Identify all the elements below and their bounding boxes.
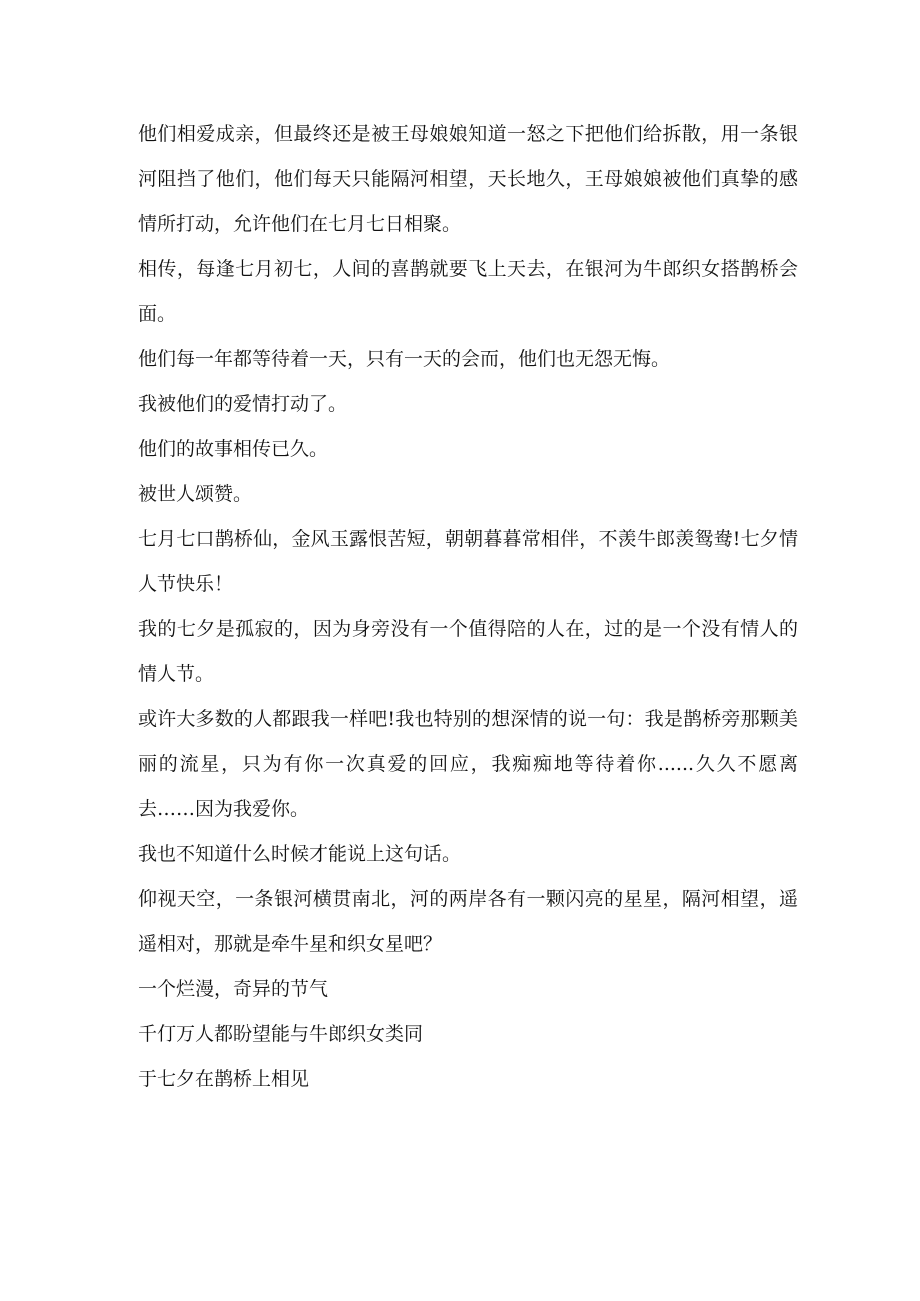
paragraph: 他们相爱成亲，但最终还是被王母娘娘知道一怒之下把他们给拆散，用一条银河阻挡了他们，他们每天只能隔河相望，天长地久，王母娘娘被他们真挚的感情所打动，允许他们在七月七日相聚。	[138, 123, 798, 235]
paragraph: 我被他们的爱情打动了。	[138, 393, 348, 415]
paragraph: 被世人颂赞。	[138, 483, 253, 505]
paragraph: 他们的故事相传已久。	[138, 438, 329, 460]
paragraph: 仰视天空，一条银河横贯南北，河的两岸各有一颗闪亮的星星，隔河相望，遥遥相对，那就是牵牛星和织女星吧？	[138, 888, 798, 955]
paragraph: 千仃万人都盼望能与牛郎织女类同	[138, 1023, 424, 1045]
paragraph: 我的七夕是孤寂的，因为身旁没有一个值得陪的人在，过的是一个没有情人的情人节。	[138, 618, 798, 685]
paragraph: 我也不知道什么时候才能说上这句话。	[138, 843, 462, 865]
paragraph: 七月七口鹊桥仙，金风玉露恨苦短，朝朝暮暮常相伴，不羡牛郎羡鸳鸯!七夕情人节快乐！	[138, 528, 798, 595]
document-body	[138, 112, 798, 1102]
paragraph: 于七夕在鹊桥上相见	[138, 1068, 310, 1090]
paragraph: 或许大多数的人都跟我一样吧!我也特别的想深情的说一句：我是鹊桥旁那颗美丽的流星，只为有你一次真爱的回应，我痴痴地等待着你......久久不愿离去……因为我爱你。	[138, 708, 798, 820]
paragraph: 他们每一年都等待着一天，只有一天的会而，他们也无怨无悔。	[138, 348, 671, 370]
paragraph: 一个烂漫，奇异的节气	[138, 978, 329, 1000]
paragraph: 相传，每逢七月初七，人间的喜鹊就要飞上天去，在银河为牛郎织女搭鹊桥会面。	[138, 258, 798, 325]
